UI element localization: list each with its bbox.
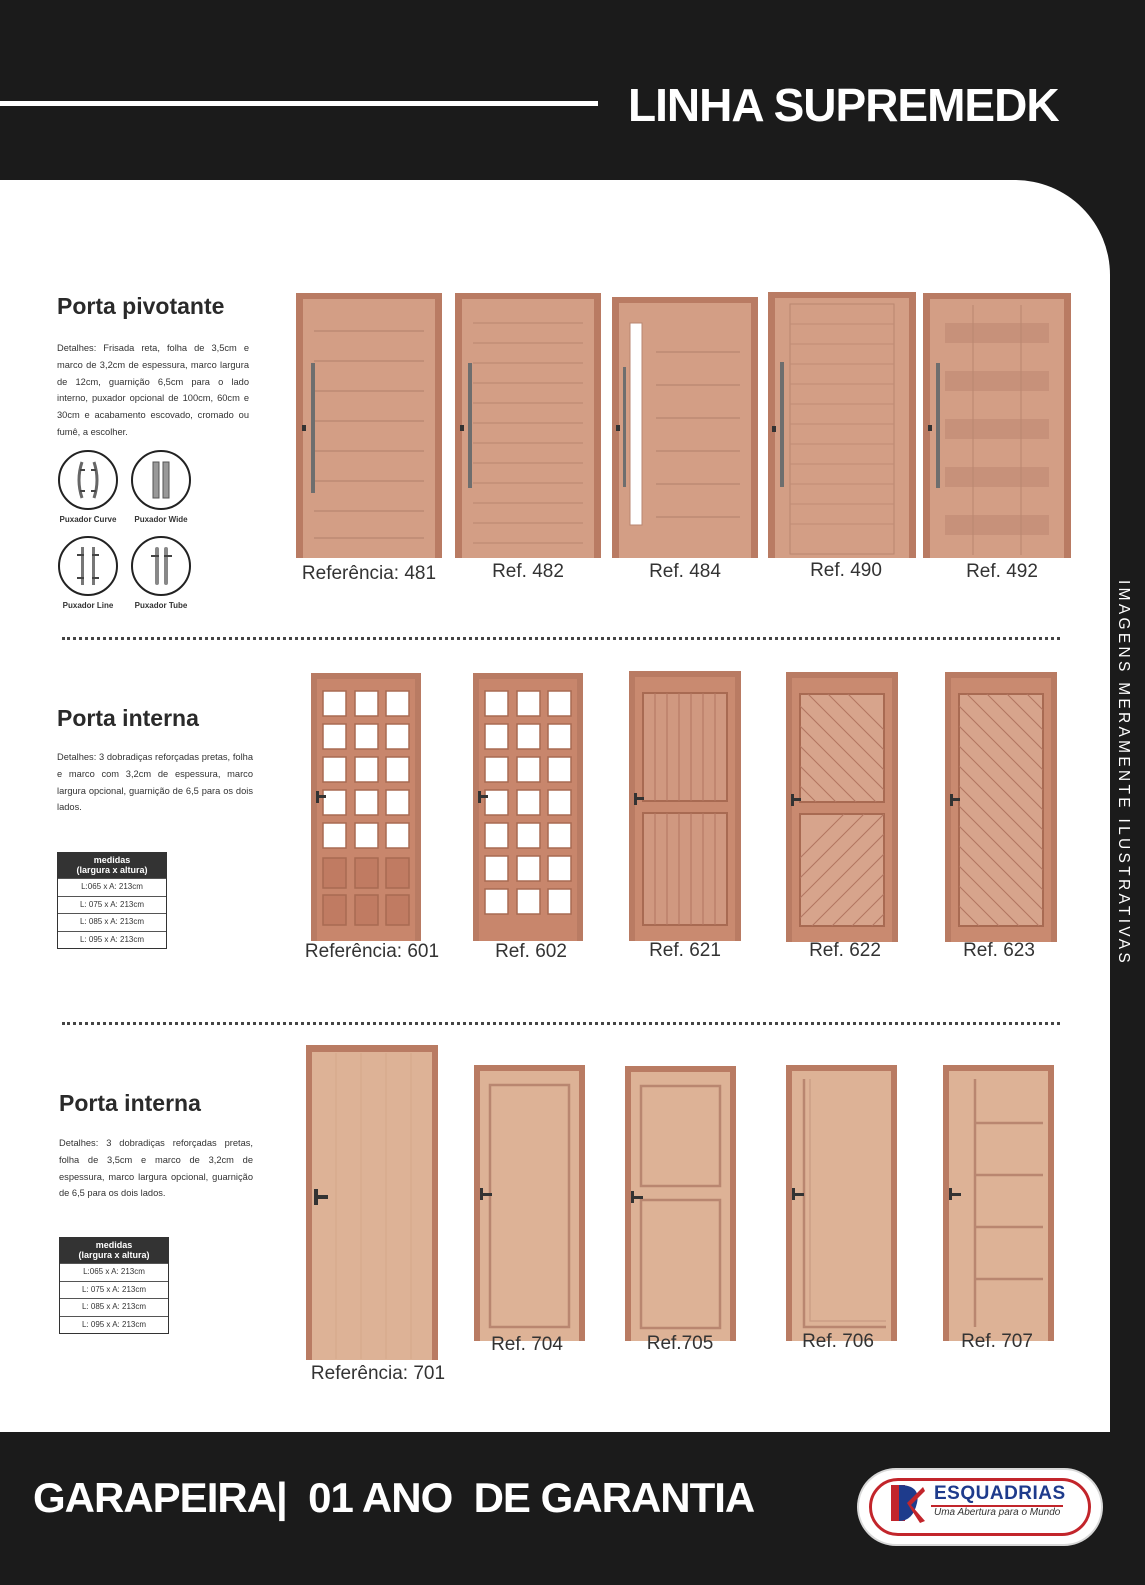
handle-wide-icon (131, 450, 191, 510)
dk-mark-icon (887, 1481, 927, 1525)
section-title: Porta pivotante (57, 293, 225, 319)
door-caption: Ref.705 (646, 1333, 714, 1354)
door-490 (768, 292, 916, 558)
table-header (58, 853, 166, 878)
page-title: LINHA SUPREMEDK (628, 79, 1059, 131)
door-caption: Referência: 701 (310, 1363, 446, 1384)
door-caption: Ref. 707 (961, 1331, 1033, 1352)
door-621 (629, 671, 741, 941)
door-623 (945, 672, 1057, 942)
handle-label: Puxador Line (62, 601, 114, 610)
table-row: L: 095 x A: 213cm (58, 931, 166, 949)
door-482 (455, 293, 601, 558)
door-705 (625, 1066, 736, 1341)
table-header-line: medidas (93, 855, 131, 865)
brand-logo (857, 1468, 1103, 1546)
door-481 (296, 293, 442, 558)
section-internal-doors-a (0, 640, 1110, 1010)
door-caption: Ref. 621 (649, 940, 721, 961)
handle-label: Puxador Wide (134, 515, 188, 524)
door-484 (612, 297, 758, 558)
table-row: L: 095 x A: 213cm (60, 1316, 168, 1334)
table-header-line: (largura x altura) (78, 1250, 150, 1260)
measurements-table (57, 852, 167, 949)
door-caption: Ref. 623 (963, 940, 1035, 961)
door-caption: Ref. 622 (809, 940, 881, 961)
catalog-panel (0, 180, 1110, 1432)
handle-tube-icon (131, 536, 191, 596)
side-disclaimer: IMAGENS MERAMENTE ILUSTRATIVAS (1115, 580, 1132, 967)
handle-curve-icon (58, 450, 118, 510)
handle-options (52, 450, 192, 620)
section-description: Detalhes: 3 dobradiças reforçadas pretas, folha de 3,5cm e marco de 3,2cm de espessura, marco largura opcional, guarnição de 6,5 para os dois lados. (59, 1138, 253, 1199)
handle-option (125, 536, 197, 610)
header-rule (0, 101, 598, 106)
table-row: L:065 x A: 213cm (60, 1263, 168, 1281)
handle-label: Puxador Tube (134, 601, 188, 610)
table-header-line: medidas (95, 1240, 133, 1250)
section-title: Porta interna (59, 1090, 201, 1116)
table-row: L: 085 x A: 213cm (60, 1298, 168, 1316)
door-caption: Ref. 482 (492, 561, 564, 582)
handle-label: Puxador Curve (59, 515, 117, 524)
table-header (60, 1238, 168, 1263)
handle-line-icon (58, 536, 118, 596)
handle-option (52, 450, 124, 524)
door-caption: Ref. 490 (810, 560, 882, 581)
header-band (0, 0, 1145, 180)
section-description: Detalhes: 3 dobradiças reforçadas pretas, folha e marco com 3,2cm de espessura, marco largura opcional, guarnição de 6,5 para os dois lados. (57, 752, 253, 813)
measurements-table (59, 1237, 169, 1334)
table-row: L: 085 x A: 213cm (58, 913, 166, 931)
door-caption: Ref. 484 (649, 561, 721, 582)
door-704 (474, 1065, 585, 1341)
logo-tagline: Uma Abertura para o Mundo (934, 1507, 1061, 1518)
handle-option (52, 536, 124, 610)
door-602 (473, 673, 583, 941)
footer-slogan: GARAPEIRA| 01 ANO DE GARANTIA (33, 1474, 755, 1521)
section-description: Detalhes: Frisada reta, folha de 3,5cm e marco de 3,2cm de espessura, marco largura de 12cm, guarnição 6,5cm para o lado interno, puxador opcional de 100cm, 60cm e 30cm e acabamento escovado, cromado ou fumê, a escolher. (57, 343, 249, 437)
door-caption: Referência: 481 (301, 563, 437, 584)
section-internal-doors-b (0, 1025, 1110, 1430)
door-601 (311, 673, 421, 941)
door-caption: Ref. 492 (966, 561, 1038, 582)
door-701 (306, 1045, 438, 1360)
table-row: L: 075 x A: 213cm (60, 1281, 168, 1299)
door-706 (786, 1065, 897, 1341)
table-row: L: 075 x A: 213cm (58, 896, 166, 914)
door-caption: Ref. 704 (491, 1334, 563, 1355)
door-492 (923, 293, 1071, 558)
table-header-line: (largura x altura) (76, 865, 148, 875)
door-caption: Ref. 602 (495, 941, 567, 962)
door-caption: Ref. 706 (802, 1331, 874, 1352)
table-row: L:065 x A: 213cm (58, 878, 166, 896)
section-pivot-doors (0, 180, 1110, 630)
section-title: Porta interna (57, 705, 199, 731)
door-707 (943, 1065, 1054, 1341)
logo-brand: ESQUADRIAS (934, 1483, 1066, 1504)
handle-option (125, 450, 197, 524)
door-622 (786, 672, 898, 942)
door-caption: Referência: 601 (304, 941, 440, 962)
